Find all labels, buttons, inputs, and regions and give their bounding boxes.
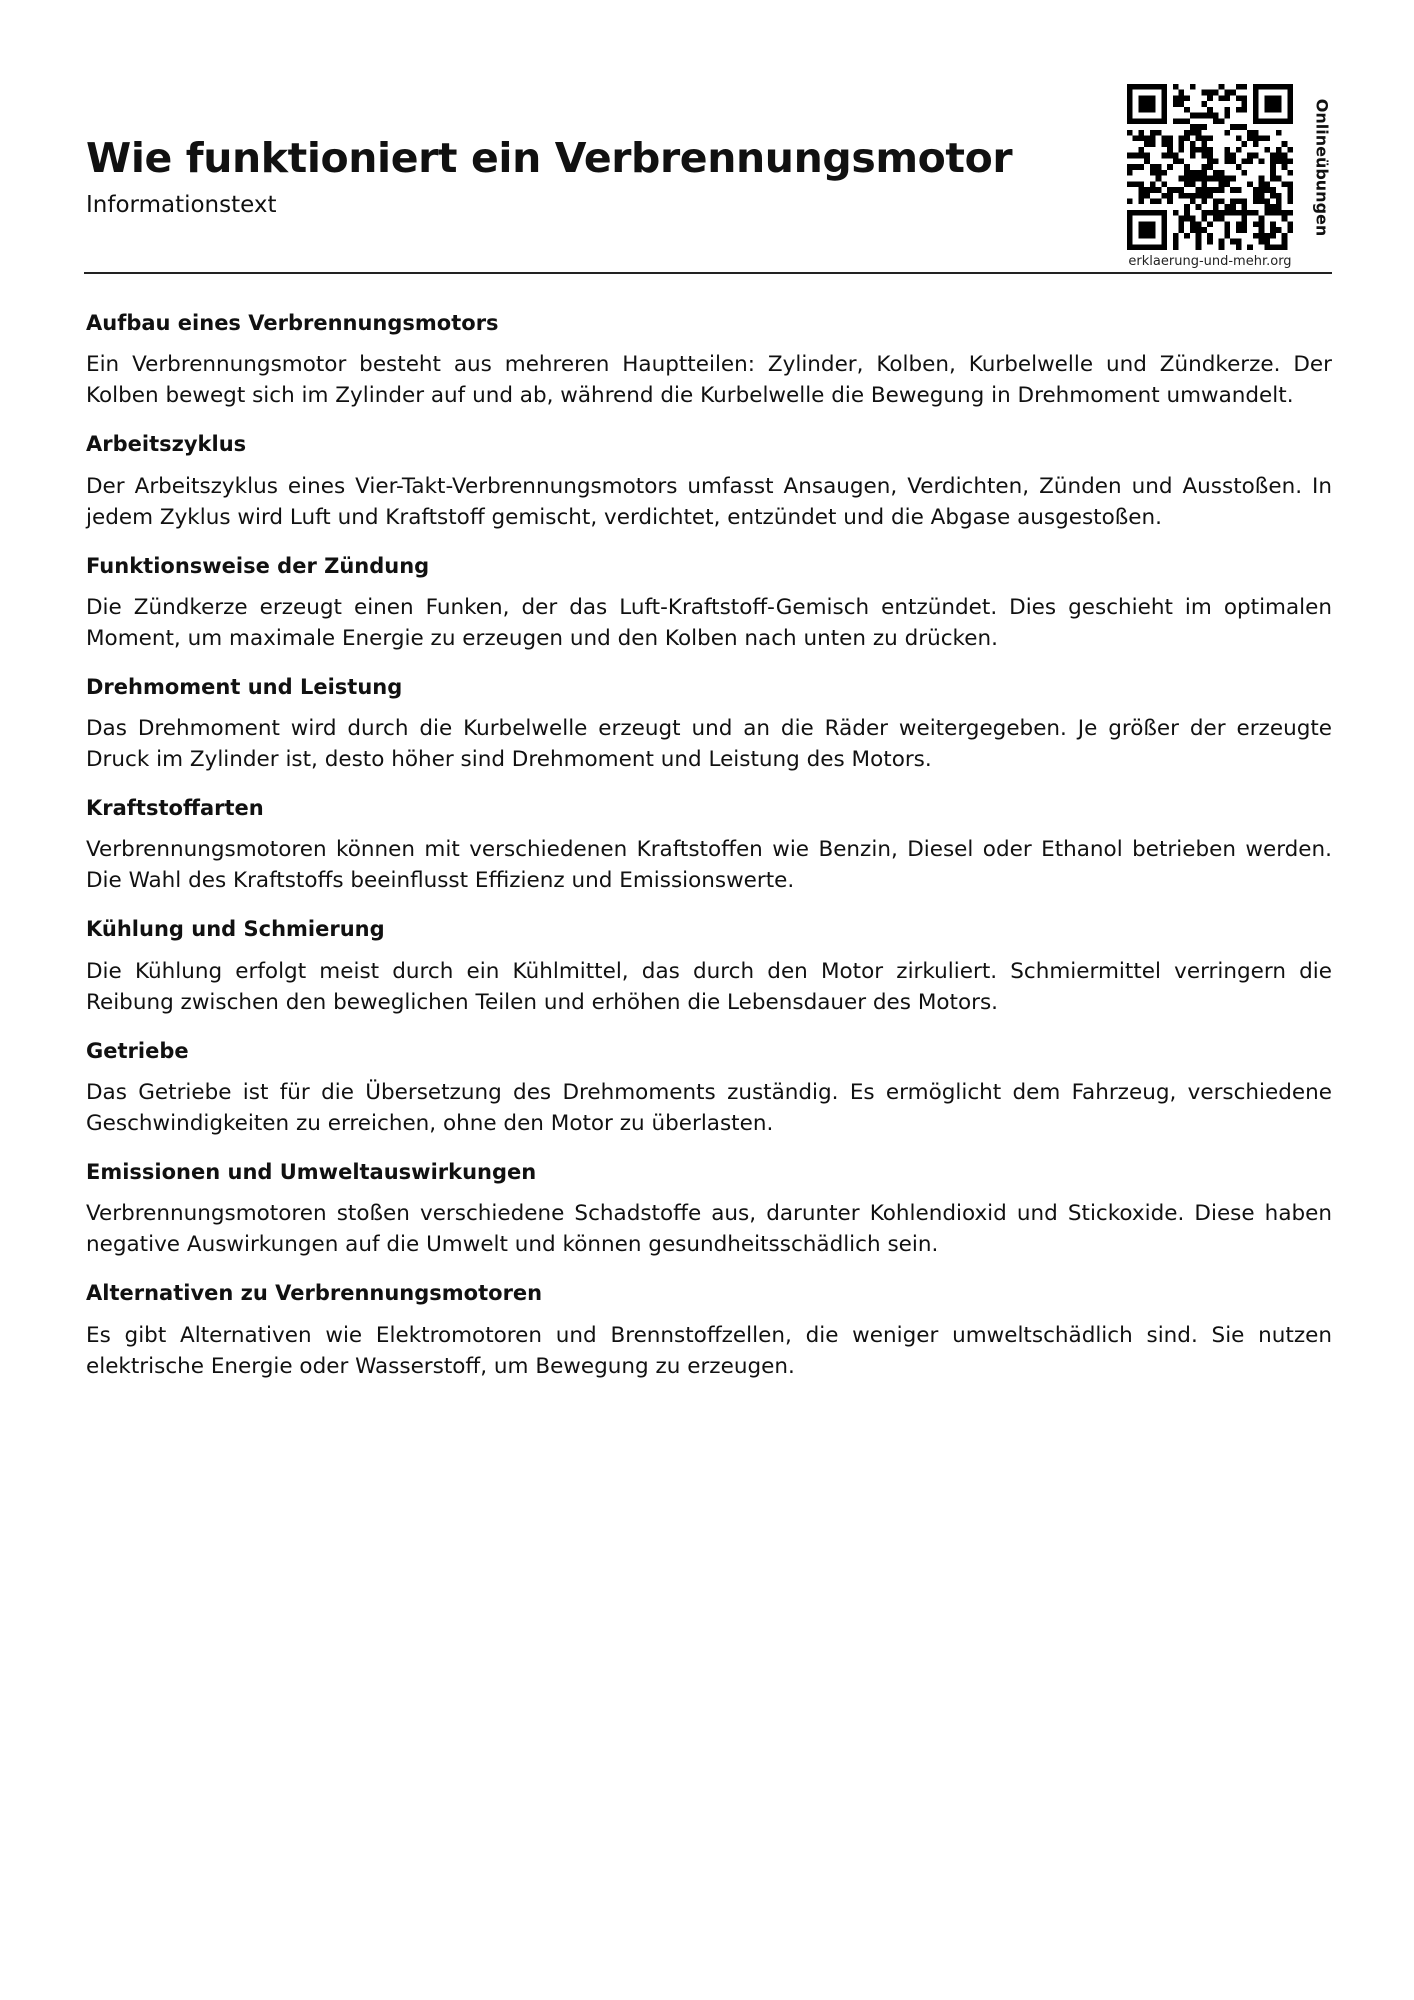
section-text: Ein Verbrennungsmotor besteht aus mehreren Hauptteilen: Zylinder, Kolben, Kurbelwelle und Zündkerze. Der Kolben bewegt sich im Zylinder auf und ab, während die Kurbelwelle die Bewegung in Drehmoment umwandelt.	[86, 352, 1332, 409]
section-emissionen	[86, 1159, 1332, 1260]
section-heading: Alternativen zu Verbrennungsmotoren	[86, 1281, 543, 1306]
section-text: Der Arbeitszyklus eines Vier-Takt-Verbrennungsmotors umfasst Ansaugen, Verdichten, Zünden und Ausstoßen. In jedem Zyklus wird Luft und Kraftstoff gemischt, verdichtet, entzündet und die Abgase ausgestoßen.	[86, 473, 1332, 530]
section-heading: Kraftstoffarten	[86, 796, 264, 821]
section-text: Verbrennungsmotoren können mit verschiedenen Kraftstoffen wie Benzin, Diesel oder Ethanol betrieben werden. Die Wahl des Kraftstoffs beeinflusst Effizienz und Emissionswerte.	[86, 837, 1332, 894]
section-text: Verbrennungsmotoren stoßen verschiedene Schadstoffe aus, darunter Kohlendioxid und Stickoxide. Diese haben negative Auswirkungen auf die Umwelt und können gesundheitsschädlich sein.	[86, 1201, 1332, 1258]
qr-code-icon[interactable]	[1124, 84, 1296, 250]
qr-caption: erklaerung-und-mehr.org	[1128, 254, 1292, 269]
document-body	[86, 310, 1332, 1402]
section-heading: Getriebe	[86, 1038, 189, 1063]
section-text: Es gibt Alternativen wie Elektromotoren und Brennstoffzellen, die weniger umweltschädlich sind. Sie nutzen elektrische Energie oder Wasserstoff, um Bewegung zu erzeugen.	[86, 1322, 1332, 1379]
section-alternativen	[86, 1280, 1332, 1381]
section-kraftstoffarten	[86, 795, 1332, 896]
section-getriebe	[86, 1038, 1332, 1139]
section-text: Die Kühlung erfolgt meist durch ein Kühlmittel, das durch den Motor zirkuliert. Schmiermittel verringern die Reibung zwischen den beweglichen Teilen und erhöhen die Lebensdauer des Motors.	[86, 958, 1332, 1015]
section-heading: Drehmoment und Leistung	[86, 674, 403, 699]
section-zuendung	[86, 553, 1332, 654]
section-text: Das Getriebe ist für die Übersetzung des Drehmoments zuständig. Es ermöglicht dem Fahrzeug, verschiedene Geschwindigkeiten zu erreichen, ohne den Motor zu überlasten.	[86, 1080, 1332, 1137]
qr-side-label: Onlineübungen	[1312, 98, 1332, 237]
section-heading: Aufbau eines Verbrennungsmotors	[86, 311, 499, 335]
section-kuehlung	[86, 916, 1332, 1017]
section-text: Das Drehmoment wird durch die Kurbelwelle erzeugt und an die Räder weitergegeben. Je größer der erzeugte Druck im Zylinder ist, desto höher sind Drehmoment und Leistung des Motors.	[86, 716, 1332, 773]
section-heading: Kühlung und Schmierung	[86, 917, 385, 942]
section-drehmoment	[86, 674, 1332, 775]
page-subtitle: Informationstext	[86, 192, 277, 218]
section-heading: Emissionen und Umweltauswirkungen	[86, 1160, 537, 1185]
page-title: Wie funktioniert ein Verbrennungsmotor	[86, 134, 1013, 182]
section-heading: Funktionsweise der Zündung	[86, 553, 430, 578]
section-heading: Arbeitszyklus	[86, 432, 247, 457]
section-aufbau	[86, 310, 1332, 411]
section-arbeitszyklus	[86, 431, 1332, 532]
section-text: Die Zündkerze erzeugt einen Funken, der das Luft-Kraftstoff-Gemisch entzündet. Dies geschieht im optimalen Moment, um maximale Energie zu erzeugen und den Kolben nach unten zu drücken.	[86, 594, 1332, 651]
header-divider	[84, 272, 1332, 274]
